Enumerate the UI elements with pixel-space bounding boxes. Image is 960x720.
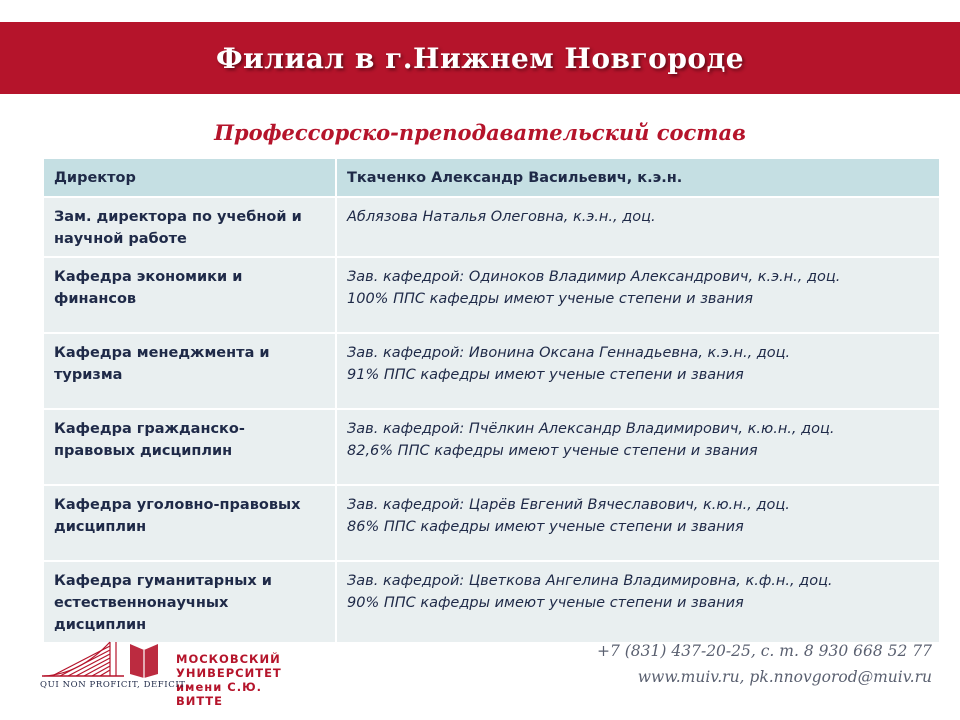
info-line: Зав. кафедрой: Пчёлкин Александр Владимирович, к.ю.н., доц. — [347, 421, 835, 437]
table-row — [44, 197, 939, 257]
info-cell — [336, 159, 939, 197]
contact-web: www.muiv.ru, pk.nnovgorod@muiv.ru — [637, 668, 932, 686]
info-line: Зав. кафедрой: Царёв Евгений Вячеславович, к.ю.н., доц. — [347, 497, 790, 513]
info-line: 86% ППС кафедры имеют ученые степени и звания — [347, 519, 744, 535]
unit-cell: Кафедра гражданско-правовых дисциплин — [44, 409, 336, 485]
university-logo — [40, 636, 290, 708]
table-row — [44, 333, 939, 409]
info-line: 100% ППС кафедры имеют ученые степени и звания — [347, 291, 753, 307]
info-cell — [336, 485, 939, 561]
unit-cell: Кафедра уголовно-правовых дисциплин — [44, 485, 336, 561]
unit-cell: Кафедра экономики и финансов — [44, 257, 336, 333]
info-cell — [336, 257, 939, 333]
logo-line: МОСКОВСКИЙ — [176, 652, 281, 666]
unit-cell: Кафедра менеджмента и туризма — [44, 333, 336, 409]
header-bar — [0, 22, 960, 94]
bridge-emblem-icon — [40, 636, 172, 680]
contact-phone: +7 (831) 437-20-25, с. т. 8 930 668 52 77 — [596, 642, 932, 660]
info-line: Ткаченко Александр Васильевич, к.э.н. — [347, 170, 683, 186]
info-line: Зав. кафедрой: Ивонина Оксана Геннадьевна, к.э.н., доц. — [347, 345, 791, 361]
info-cell — [336, 409, 939, 485]
staff-table — [44, 159, 939, 644]
table-row — [44, 485, 939, 561]
page-title: Филиал в г.Нижнем Новгороде — [215, 41, 745, 75]
info-cell — [336, 333, 939, 409]
logo-line: имени С.Ю. ВИТТЕ — [176, 680, 262, 708]
table-row — [44, 409, 939, 485]
table-row — [44, 561, 939, 643]
info-line: 91% ППС кафедры имеют ученые степени и звания — [347, 367, 744, 383]
logo-motto: QUI NON PROFICIT, DEFICIT — [40, 680, 186, 690]
table-row — [44, 257, 939, 333]
info-cell — [336, 197, 939, 257]
info-line: 90% ППС кафедры имеют ученые степени и звания — [347, 595, 744, 611]
info-cell — [336, 561, 939, 643]
logo-text — [176, 652, 290, 708]
info-line: 82,6% ППС кафедры имеют ученые степени и звания — [347, 443, 758, 459]
info-line: Зав. кафедрой: Одиноков Владимир Александрович, к.э.н., доц. — [347, 269, 841, 285]
unit-cell: Директор — [44, 159, 336, 197]
info-line: Зав. кафедрой: Цветкова Ангелина Владимировна, к.ф.н., доц. — [347, 573, 833, 589]
unit-cell: Зам. директора по учебной и научной работе — [44, 197, 336, 257]
contact-block — [597, 638, 932, 690]
logo-line: УНИВЕРСИТЕТ — [176, 666, 282, 680]
section-subtitle: Профессорско-преподавательский состав — [214, 120, 746, 145]
table-header-row — [44, 159, 939, 197]
info-line: Аблязова Наталья Олеговна, к.э.н., доц. — [347, 209, 656, 225]
unit-cell: Кафедра гуманитарных и естественнонаучных дисциплин — [44, 561, 336, 643]
